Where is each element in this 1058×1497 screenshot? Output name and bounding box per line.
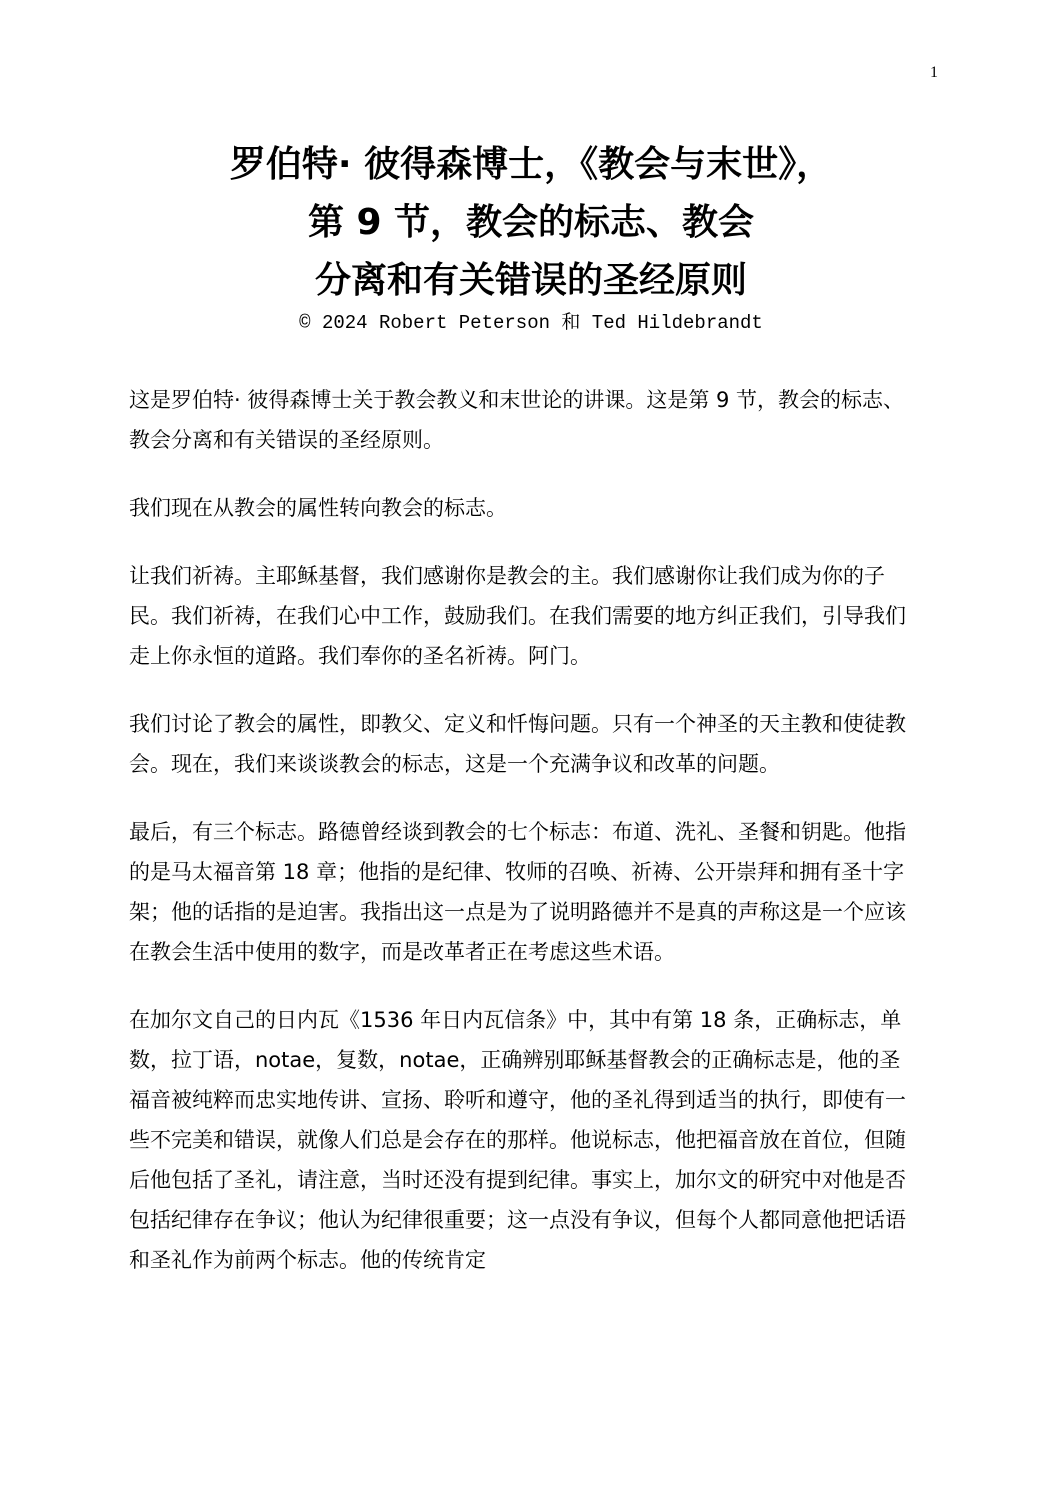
- title-line-3: 分离和有关错误的圣经原则: [314, 260, 747, 301]
- paragraph-luther-marks: 最后，有三个标志。路德曾经谈到教会的七个标志：布道、洗礼、圣餐和钥匙。他指的是马太福音第 18 章；他指的是纪律、牧师的召唤、祈祷、公开崇拜和拥有圣十字架；他的话指的是迫害。我指出这一点是为了说明路德并不是真的声称这是一个应该在教会生活中使用的数字，而是改革者正在考虑这些术语。: [129, 820, 906, 964]
- paragraph-prayer: 让我们祈祷。主耶稣基督，我们感谢你是教会的主。我们感谢你让我们成为你的子民。我们祈祷，在我们心中工作，鼓励我们。在我们需要的地方纠正我们，引导我们走上你永恒的道路。我们奉你的圣名祈祷。阿门。: [129, 564, 906, 668]
- paragraph-calvin-marks: 在加尔文自己的日内瓦《1536 年日内瓦信条》中，其中有第 18 条，正确标志，单数，拉丁语，notae，复数，notae，正确辨别耶稣基督教会的正确标志是，他的圣福音被纯粹而忠实地传讲、宣扬、聆听和遵守，他的圣礼得到适当的执行，即使有一些不完美和错误，就像人们总是会存在的那样。他说标志，他把福音放在首位，但随后他包括了圣礼，请注意，当时还没有提到纪律。事实上，加尔文的研究中对他是否包括纪律存在争议；他认为纪律很重要；这一点没有争议，但每个人都同意他把话语和圣礼作为前两个标志。他的传统肯定: [129, 1008, 906, 1272]
- title-line-2: 第 9 节，教会的标志、教会: [307, 202, 755, 243]
- page-number: 1: [930, 64, 938, 81]
- paragraph-attributes: 我们讨论了教会的属性，即教父、定义和忏悔问题。只有一个神圣的天主教和使徒教会。现在，我们来谈谈教会的标志，这是一个充满争议和改革的问题。: [129, 712, 906, 776]
- copyright-line: © 2024 Robert Peterson 和 Ted Hildebrandt: [299, 312, 763, 334]
- title-line-1: 罗伯特· 彼得森博士，《教会与末世》，: [229, 144, 833, 185]
- paragraph-intro: 这是罗伯特· 彼得森博士关于教会教义和末世论的讲课。这是第 9 节，教会的标志、教会分离和有关错误的圣经原则。: [129, 388, 905, 452]
- document-body: [129, 380, 919, 1308]
- paragraph-transition: 我们现在从教会的属性转向教会的标志。: [129, 496, 507, 520]
- document-header: [100, 136, 962, 336]
